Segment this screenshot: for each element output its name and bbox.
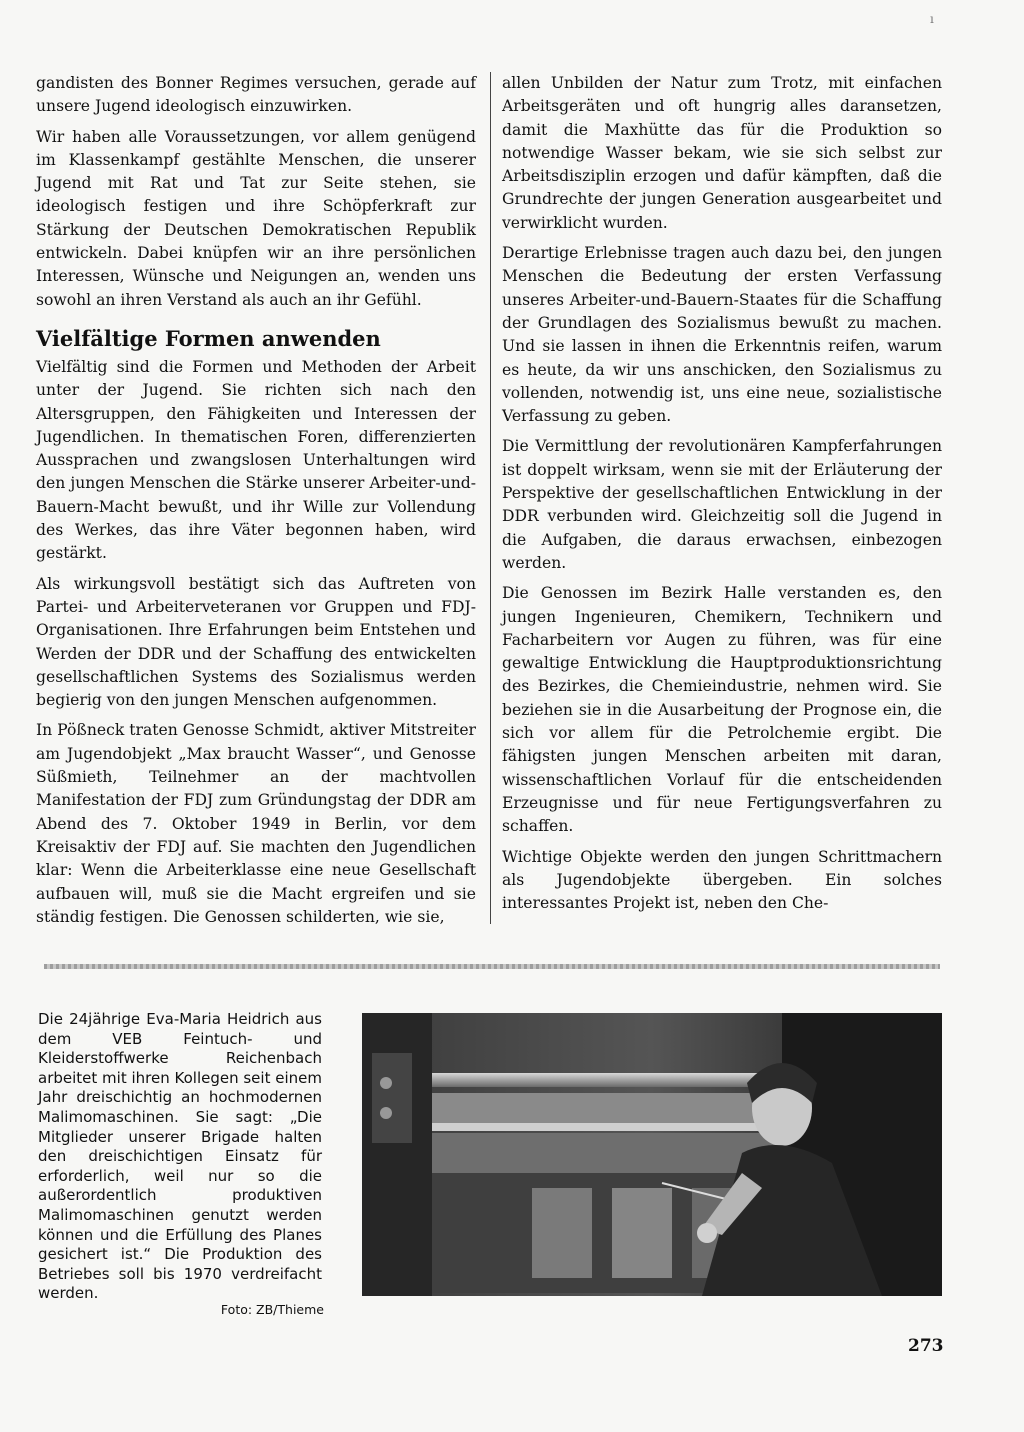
paragraph: In Pößneck traten Genosse Schmidt, aktiver Mitstreiter am Jugendobjekt „Max braucht Wasser“, und Genosse Süßmieth, Teilnehmer an der machtvollen Manifestation der FDJ zum Gründungstag der DDR am Abend des 7. Oktober 1949 in Berlin, vor dem Kreisaktiv der FDJ auf. Sie machten den Jugendlichen klar: Wenn die Arbeiterklasse eine neue Gesellschaft aufbauen will, muß sie die Macht ergreifen und sie ständig festigen. Die Genossen schilderten, wie sie,: [36, 721, 477, 926]
scan-mark: ı: [930, 12, 934, 26]
paragraph: Die Vermittlung der revolutionären Kampferfahrungen ist doppelt wirksam, wenn sie mit der Erläuterung der Perspektive der gesellschaftlichen Entwicklung in der DDR verbunden wird. Gleichzeitig soll die Jugend in die Aufgaben, die daraus erwachsen, einbezogen werden.: [502, 437, 942, 572]
photo-caption: Die 24jährige Eva-Maria Heidrich aus dem VEB Feintuch- und Kleiderstoffwerke Reichenbach arbeitet mit ihren Kollegen seit einem Jahr dreischichtig an hochmodernen Malimomaschinen. Sie sagt: „Die Mitglieder unserer Brigade halten den dreischichtigen Einsatz für erforderlich, weil nur so die außerordentlich produktiven Malimomaschinen genutzt werden können und die Erfüllung des Planes gesichert ist.“ Die Produktion des Betriebes soll bis 1970 verdreifacht werden.: [38, 1010, 322, 1303]
section-subheading: Vielfältige Formen anwenden: [36, 325, 381, 351]
photo-textile-machine-worker: [362, 1013, 942, 1296]
column-divider: [490, 72, 491, 924]
paragraph: Vielfältig sind die Formen und Methoden der Arbeit unter der Jugend. Sie richten sich nach den Altersgruppen, den Fähigkeiten und Interessen der Jugendlichen. In thematischen Foren, differenzierten Aussprachen und zwangslosen Unterhaltungen wird den jungen Menschen die Stärke unserer Arbeiter-und-Bauern-Macht bewußt, und ihr Wille zur Vollendung des Werkes, das ihre Väter begonnen haben, wird gestärkt.: [36, 357, 476, 563]
paragraph: gandisten des Bonner Regimes versuchen, gerade auf unsere Jugend ideologisch einzuwirken.: [36, 74, 476, 116]
text-column-left: [36, 72, 476, 936]
horizontal-rule: [44, 964, 940, 969]
paragraph: Wichtige Objekte werden den jungen Schrittmachern als Jugendobjekte übergeben. Ein solches interessantes Projekt ist, neben den Che-: [502, 847, 942, 913]
paragraph: allen Unbilden der Natur zum Trotz, mit einfachen Arbeitsgeräten und oft hungrig alles daransetzen, damit die Maxhütte das für die Produktion so notwendige Wasser bekam, wie sie sich selbst zur Arbeitsdisziplin erzogen und dafür kämpften, daß die Grundrechte der jungen Generation ausgearbeitet und verwirklicht wurden.: [502, 74, 942, 232]
paragraph: Derartige Erlebnisse tragen auch dazu bei, den jungen Menschen die Bedeutung der ersten Verfassung unseres Arbeiter-und-Bauern-Staates für die Schaffung der Grundlagen des Sozialismus bewußt zu machen. Und sie lassen in ihnen die Erkenntnis reifen, warum es heute, da wir uns anschicken, den Sozialismus zu vollenden, notwendig ist, uns eine neue, sozialistische Verfassung zu geben.: [502, 244, 942, 426]
page-number: 273: [908, 1336, 944, 1356]
paragraph: Die Genossen im Bezirk Halle verstanden es, den jungen Ingenieuren, Chemikern, Technikern und Facharbeitern vor Augen zu führen, was für eine gewaltige Entwicklung die Hauptproduktionsrichtung des Bezirkes, die Chemieindustrie, nehmen wird. Sie beziehen sie in die Ausarbeitung der Prognose ein, die sich vor allem für die Petrolchemie ergibt. Die fähigsten jungen Menschen arbeiten mit daran, wissenschaftlichen Vorlauf für die entscheidenden Erzeugnisse und für neue Fertigungsverfahren zu schaffen.: [502, 584, 942, 836]
paragraph: Als wirkungsvoll bestätigt sich das Auftreten von Partei- und Arbeiterveteranen vor Gruppen und FDJ-Organisationen. Ihre Erfahrungen beim Entstehen und Werden der DDR und der Schaffung des entwickelten gesellschaftlichen Systems des Sozialismus werden begierig von den jungen Menschen aufgenommen.: [36, 574, 476, 710]
text-column-right: [502, 72, 942, 922]
paragraph: Wir haben alle Voraussetzungen, vor allem genügend im Klassenkampf gestählte Menschen, die unserer Jugend mit Rat und Tat zur Seite stehen, sie ideologisch festigen und ihre Schöpferkraft zur Stärkung der Deutschen Demokratischen Republik entwickeln. Dabei knüpfen wir an ihre persönlichen Interessen, Wünsche und Neigungen an, wenden uns sowohl an ihren Verstand als auch an ihr Gefühl.: [36, 127, 476, 309]
photo-credit: Foto: ZB/Thieme: [220, 1302, 324, 1317]
photo-illustration: [362, 1013, 942, 1296]
